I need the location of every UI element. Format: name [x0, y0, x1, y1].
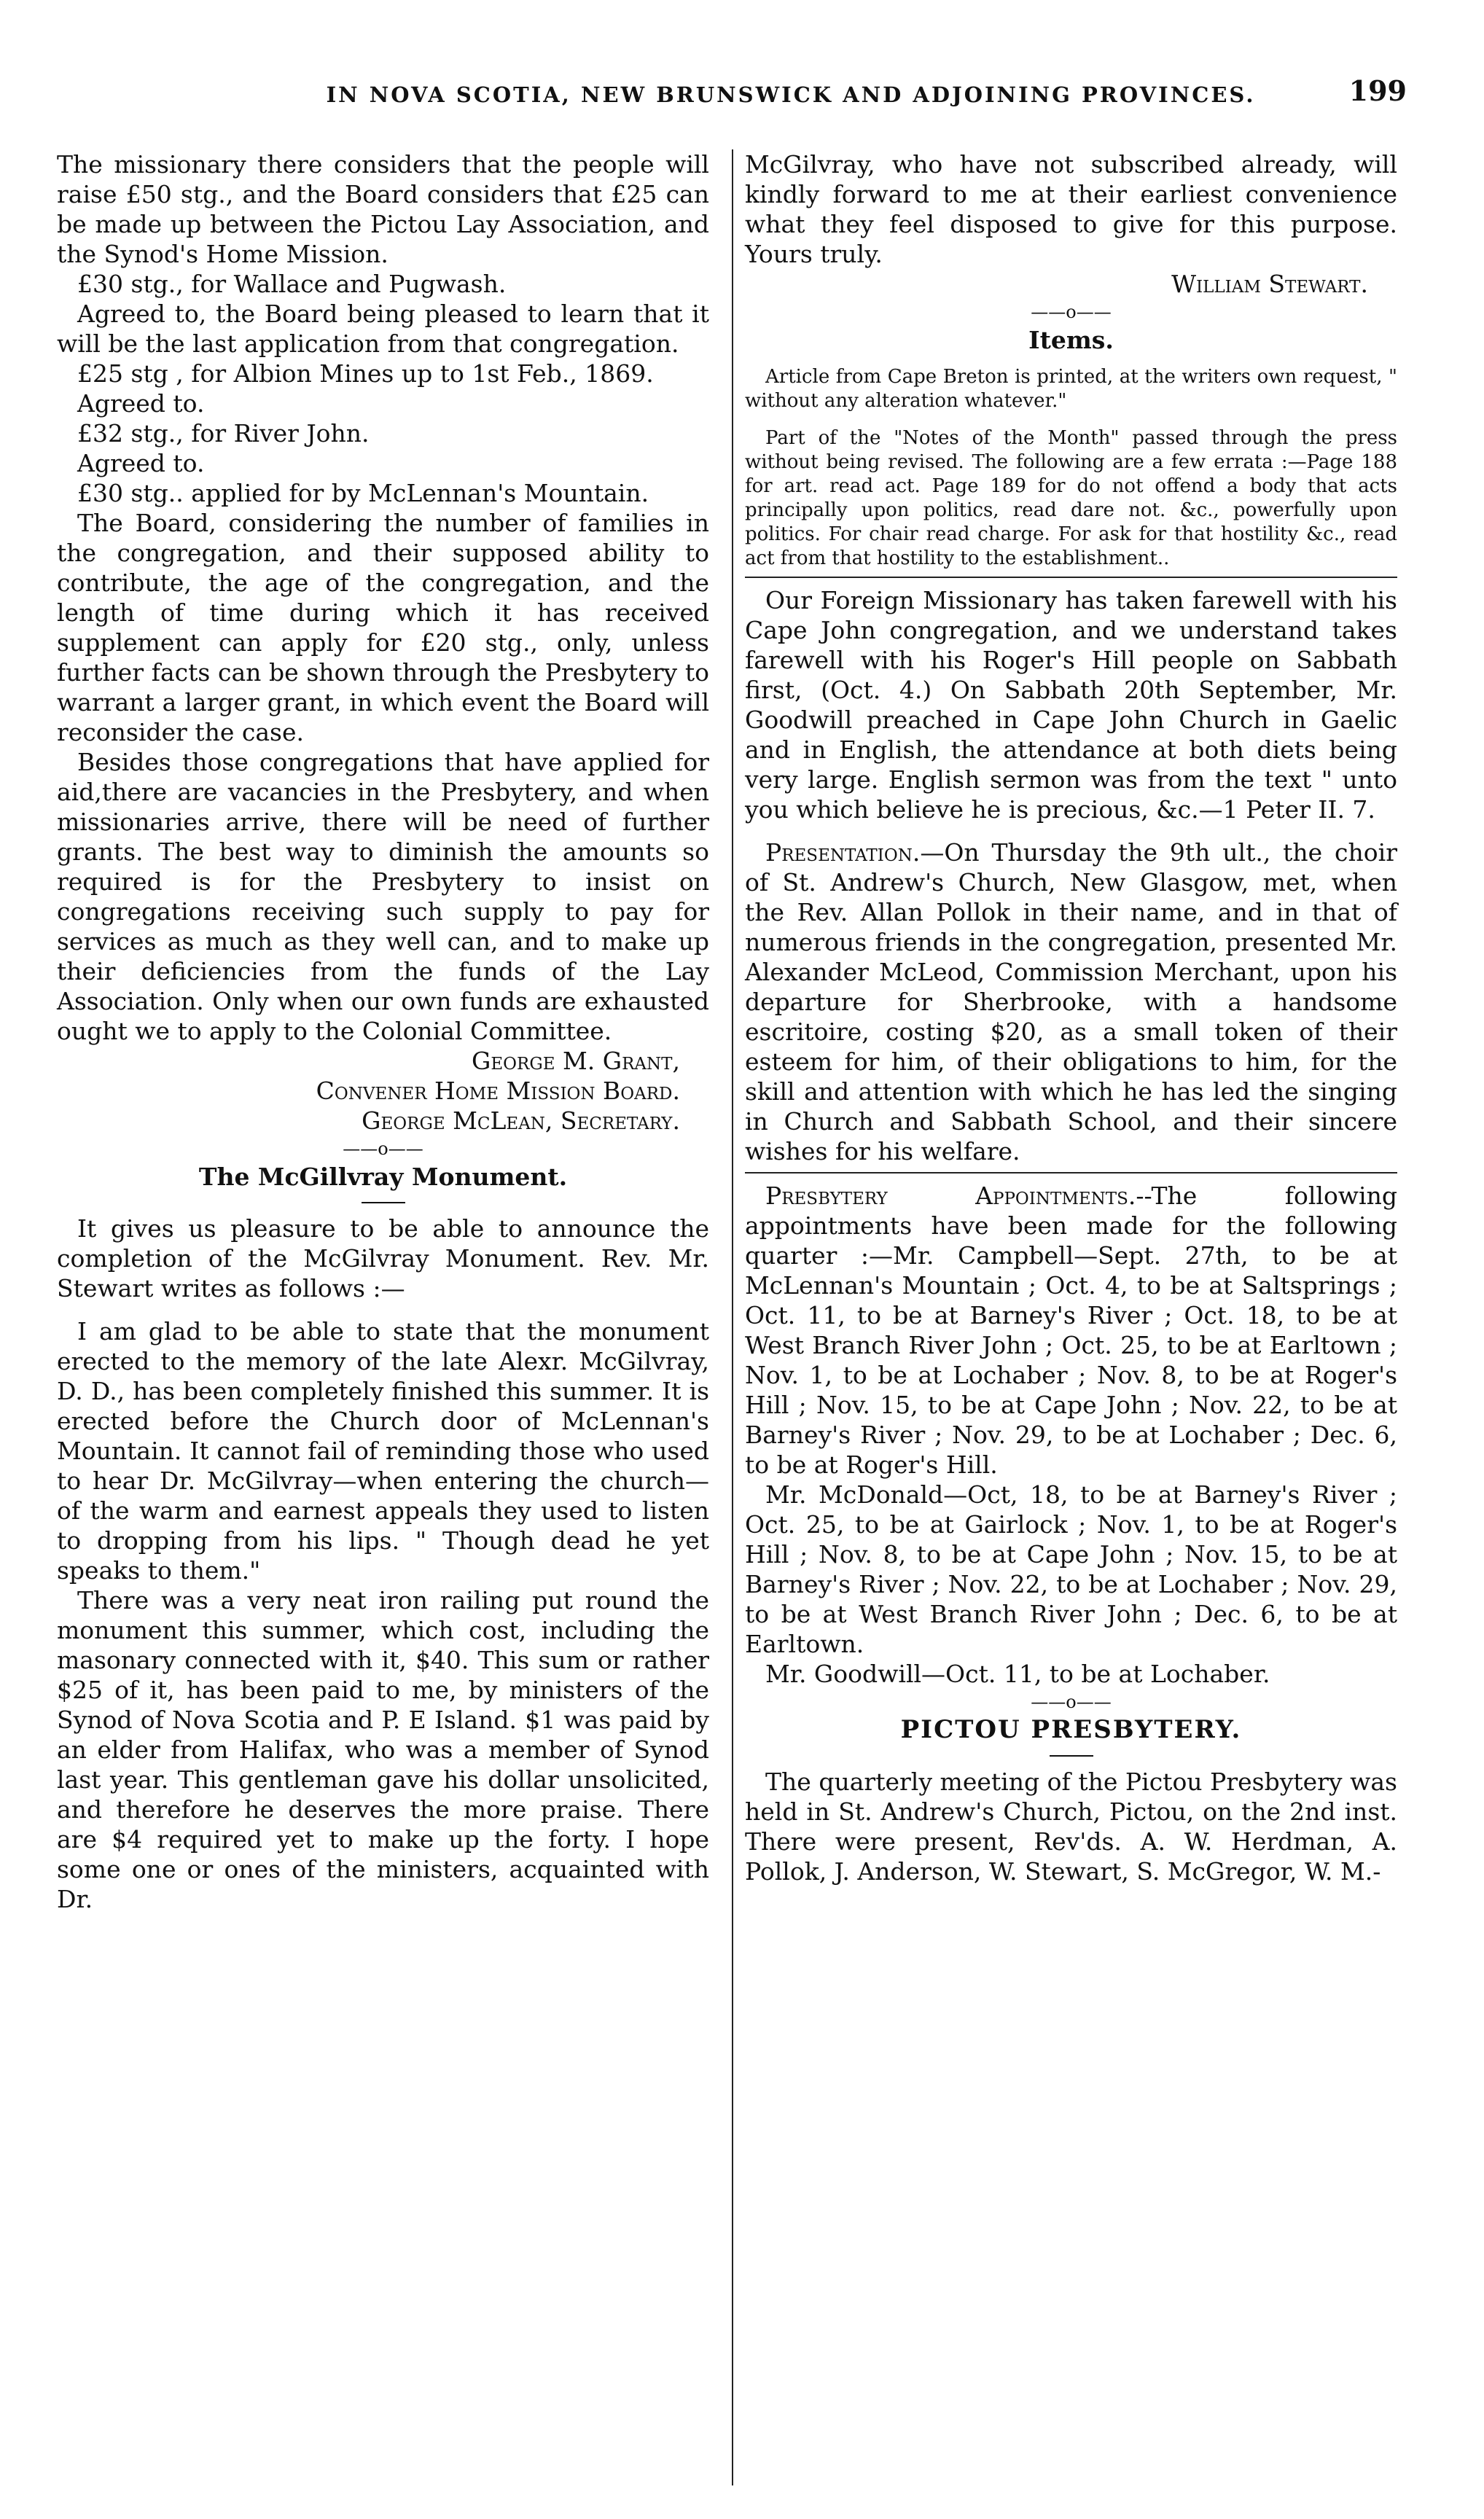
section-heading: Items. [1028, 326, 1114, 354]
divider [362, 1202, 405, 1203]
signature-secretary: George McLean, Secretary. [362, 1106, 680, 1135]
paragraph: £25 stg , for Albion Mines up to 1st Feb., 1869. [77, 359, 654, 388]
signature-name: William Stewart. [1171, 270, 1368, 298]
paragraph: Agreed to. [77, 389, 205, 418]
paragraph: Mr. McDonald—Oct, 18, to be at Barney's River ; Oct. 25, to be at Gairlock ; Nov. 1, to be at Roger's Hill ; Nov. 8, to be at Cape John ; Nov. 15, to be at Barney's River ; Nov. 22, to be at Lochaber ; Nov. 29, to be at West Branch River John ; Dec. 6, to be at Earltown. [745, 1480, 1397, 1658]
paragraph: Article from Cape Breton is printed, at the writers own request, " without any alteration whatever." [745, 366, 1397, 412]
divider [1050, 1755, 1093, 1757]
paragraph [745, 1181, 1397, 1480]
divider [745, 577, 1397, 578]
page-number: 199 [1348, 74, 1407, 107]
right-column [745, 149, 1397, 1886]
paragraph: Besides those congregations that have applied for aid,there are vacancies in the Presbytery, and when missionaries arrive, there will be need of further grants. The best way to diminish the amounts so required is for the Presbytery to insist on congregations receiving such supply to pay for services as much as they well can, and to make up their deficiencies from the funds of the Lay Association. Only when our own funds are exhausted ought we to apply to the Colonial Committee. [57, 748, 709, 1045]
paragraph-body: —On Thursday the 9th ult., the choir of St. Andrew's Church, New Glasgow, met, when the Rev. Allan Pollok in their name, and in that of numerous friends in the congregation, presented Mr. Alexander McLeod, Commission Merchant, upon his departure for Sherbrooke, with a handsome escritoire, costing $20, as a small token of their esteem for him, of their obligations to him, for the skill and attention with which he has led the singing in Church and Sabbath School, and their sincere wishes for his welfare. [745, 838, 1397, 1165]
paragraph: £30 stg., for Wallace and Pugwash. [77, 270, 507, 298]
separator: ——o—— [343, 1139, 423, 1159]
running-title: IN NOVA SCOTIA, NEW BRUNSWICK AND ADJOINING PROVINCES. [326, 82, 1256, 107]
paragraph: The Board, considering the number of families in the congregation, and their supposed ability to contribute, the age of the congregation, and the length of time during which it has received supplement can apply for £20 stg., only, unless further facts can be shown through the Presbytery to warrant a larger grant, in which event the Board will reconsider the case. [57, 509, 709, 746]
divider [745, 1172, 1397, 1173]
section-heading: The McGillvray Monument. [198, 1163, 568, 1191]
paragraph: The quarterly meeting of the Pictou Presbytery was held in St. Andrew's Church, Pictou, on the 2nd inst. There were present, Rev'ds. A. W. Herdman, A. Pollok, J. Anderson, W. Stewart, S. McGregor, W. M.- [745, 1768, 1397, 1886]
paragraph: It gives us pleasure to be able to announce the completion of the McGilvray Monument. Rev. Mr. Stewart writes as follows :— [57, 1214, 709, 1303]
signature-name: George M. Grant, [472, 1047, 680, 1075]
paragraph: The missionary there considers that the people will raise £50 stg., and the Board considers that £25 can be made up between the Pictou Lay Association, and the Synod's Home Mission. [57, 150, 709, 268]
paragraph: McGilvray, who have not subscribed already, will kindly forward to me at their earliest convenience what they feel disposed to give for this purpose. Yours truly. [745, 150, 1397, 268]
signature-title: Convener Home Mission Board. [316, 1077, 680, 1105]
paragraph: £30 stg.. applied for by McLennan's Mountain. [77, 479, 649, 507]
paragraph-lead: Presbytery Appointments. [765, 1182, 1136, 1210]
spacer [745, 824, 1397, 837]
paragraph: Our Foreign Missionary has taken farewell with his Cape John congregation, and we understand takes farewell with his Roger's Hill people on Sabbath first, (Oct. 4.) On Sabbath 20th September, Mr. Goodwill preached in Cape John Church in Gaelic and in English, the attendance at both diets being very large. English sermon was from the text " unto you which believe he is precious, &c.—1 Peter II. 7. [745, 586, 1397, 824]
paragraph: Agreed to. [77, 449, 205, 477]
spacer [745, 413, 1397, 426]
paragraph-lead: Presentation. [765, 838, 921, 867]
section-heading: PICTOU PRESBYTERY. [900, 1715, 1242, 1744]
paragraph: Mr. Goodwill—Oct. 11, to be at Lochaber. [765, 1660, 1270, 1688]
paragraph [745, 837, 1397, 1166]
paragraph: I am glad to be able to state that the monument erected to the memory of the late Alexr. McGilvray, D. D., has been completely finished this summer. It is erected before the Church door of McLennan's Mountain. It cannot fail of reminding those who used to hear Dr. McGilvray—when entering the church—of the warm and earnest appeals they used to listen to dropping from his lips. " Though dead he yet speaks to them." [57, 1317, 709, 1585]
paragraph-body: --The following appointments have been made for the following quarter :—Mr. Campbell—Sept. 27th, to be at McLennan's Mountain ; Oct. 4, to be at Saltsprings ; Oct. 11, to be at Barney's River ; Oct. 18, to be at West Branch River John ; Oct. 25, to be at Earltown ; Nov. 1, to be at Lochaber ; Nov. 8, to be at Roger's Hill ; Nov. 15, to be at Cape John ; Nov. 22, to be at Barney's River ; Nov. 29, to be at Lochaber ; Dec. 6, to be at Roger's Hill. [745, 1182, 1397, 1479]
paragraph: £32 stg., for River John. [77, 419, 370, 448]
running-header [175, 74, 1407, 110]
paragraph: Agreed to, the Board being pleased to learn that it will be the last application from that congregation. [57, 300, 709, 358]
paragraph: There was a very neat iron railing put round the monument this summer, which cost, including the masonary connected with it, $40. This sum or rather $25 of it, has been paid to me, by ministers of the Synod of Nova Scotia and P. E Island. $1 was paid by an elder from Halifax, who was a member of Synod last year. This gentleman gave his dollar unsolicited, and therefore he deserves the more praise. There are $4 required yet to make up the forty. I hope some one or ones of the ministers, acquainted with Dr. [57, 1586, 709, 1913]
column-rule [732, 149, 733, 2485]
left-column [57, 149, 709, 1914]
separator: ——o—— [1031, 302, 1112, 322]
separator: ——o—— [1031, 1692, 1112, 1712]
spacer [57, 1303, 709, 1316]
paragraph: Part of the "Notes of the Month" passed through the press without being revised. The following are a few errata :—Page 188 for art. read act. Page 189 for do not offend a body that acts principally upon politics, read dare not. &c., powerfully upon politics. For chair read charge. For ask for that hostility &c., read act from that hostility to the establishment.. [745, 427, 1397, 569]
